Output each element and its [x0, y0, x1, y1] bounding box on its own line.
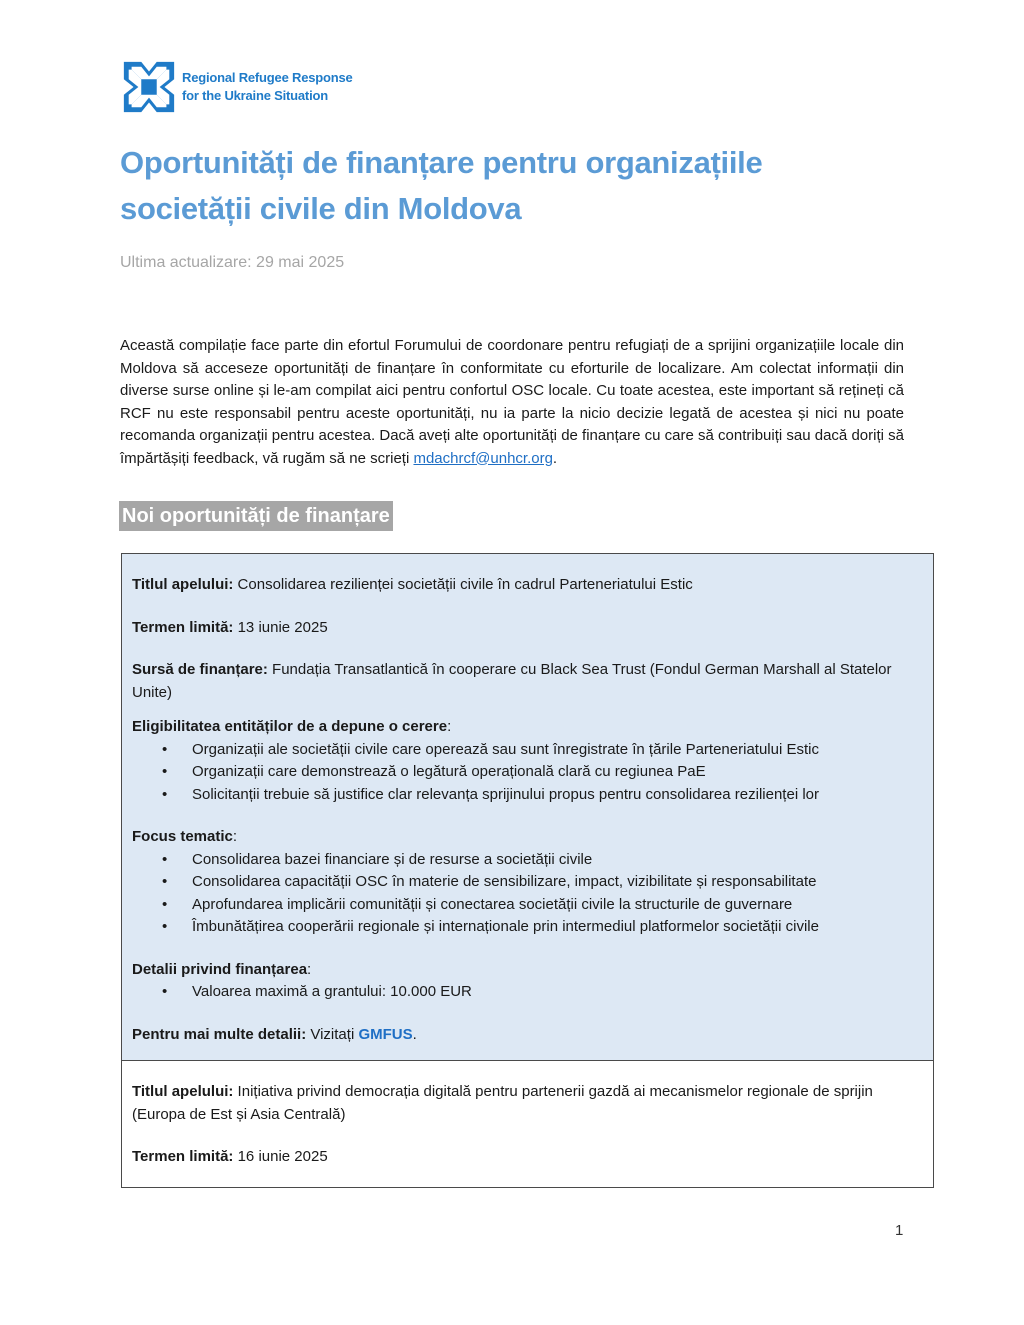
intro-paragraph [120, 335, 904, 470]
list-item [162, 916, 923, 939]
intro-end: . [552, 449, 558, 467]
list-item-text: Organizații care demonstrează o legătură operațională clară cu regiunea PaE [192, 763, 706, 780]
gmfus-link[interactable]: GMFUS [358, 1025, 413, 1043]
source-value: Fundația Transatlantică în cooperare cu Black Sea Trust (Fondul German Marshall al Statelor Unite) [132, 661, 892, 701]
deadline-field [132, 1146, 923, 1169]
deadline-value: 16 iunie 2025 [233, 1148, 328, 1165]
logo-line-1: Regional Refugee Response [182, 70, 353, 85]
funding-details-label: Detalii privind finanțarea [132, 960, 308, 978]
call-title-label: Titlul apelului: [132, 1083, 234, 1100]
colon: : [307, 960, 312, 978]
deadline-value: 13 iunie 2025 [233, 618, 328, 636]
call-title-label: Titlul apelului: [132, 576, 234, 593]
call-title-value: Inițiativa privind democrația digitală pentru partenerii gazdă ai mecanismelor regionale de sprijin (Europa de Est și Asia Centrală) [132, 1083, 873, 1123]
list-item-text: Valoarea maximă a grantului: 10.000 EUR [192, 983, 472, 1000]
list-item-text: Solicitanții trebuie să justifice clar relevanța sprijinului propus pentru consolidarea rezilienței lor [192, 785, 819, 803]
list-item [162, 739, 923, 762]
colon: : [232, 828, 238, 845]
list-item-text: Îmbunătățirea cooperării regionale și internaționale prin intermediul platformelor societății civile [192, 918, 819, 935]
bullet-icon: • [162, 983, 168, 1000]
list-item [162, 981, 923, 1004]
bullet-icon: • [162, 763, 168, 780]
contact-email-link[interactable]: mdachrcf@unhcr.org [413, 449, 553, 467]
list-item-text: Consolidarea bazei financiare și de resurse a societății civile [192, 850, 593, 868]
eligibility-list [132, 739, 923, 807]
more-details-text: Vizitați [306, 1025, 359, 1043]
page-title [120, 140, 900, 232]
deadline-label: Termen limită: [132, 1148, 234, 1165]
list-item [162, 784, 923, 807]
funding-list [132, 981, 923, 1004]
opportunities-table [121, 553, 934, 1188]
list-item [162, 894, 923, 917]
opportunity-entry [122, 1061, 933, 1187]
list-item [162, 761, 923, 784]
colon: : [447, 718, 452, 735]
intro-text: Această compilație face parte din efortul Forumului de coordonare pentru refugiați de a sprijini organizațiile locale din Moldova să acceseze oportunități de finanțare în conformitate cu eforturile de localizare. Am colectat informații din diverse surse online și le-am compilat aici pentru confortul OSC locale. Cu toate acestea, este important să rețineți că RCF nu este responsabil pentru aceste oportunități, nu ia parte la nicio decizie legată de acestea și nici nu poate recomanda organizații pentru acestea. Dacă aveți alte oportunități de finanțare cu care să contribuiți sau dacă doriți să împărtășiți feedback, vă rugăm să ne scrieți [120, 337, 904, 467]
more-details-label: Pentru mai multe detalii: [132, 1025, 307, 1043]
call-title-field [132, 574, 923, 597]
focus-label: Focus tematic [132, 828, 233, 845]
list-item-text: Organizații ale societății civile care operează sau sunt înregistrate în țările Parteneriatului Estic [192, 740, 819, 758]
more-details-end: . [412, 1025, 417, 1043]
last-updated: Ultima actualizare: 29 mai 2025 [120, 254, 345, 271]
list-item [162, 871, 923, 894]
eligibility-label: Eligibilitatea entităților de a depune o cerere [132, 718, 448, 735]
bullet-icon: • [162, 918, 168, 935]
deadline-field [132, 617, 923, 640]
opportunity-entry [122, 554, 933, 1061]
logo [120, 58, 353, 116]
page-number: 1 [895, 1222, 904, 1239]
focus-field [132, 826, 923, 939]
more-details-field [132, 1024, 923, 1047]
list-item [162, 849, 923, 872]
funding-details-field [132, 959, 923, 1004]
logo-line-2: for the Ukraine Situation [182, 88, 328, 103]
eligibility-field [132, 716, 923, 806]
bullet-icon: • [162, 740, 168, 758]
list-item-text: Consolidarea capacității OSC în materie de sensibilizare, impact, vizibilitate și responsabilitate [192, 873, 817, 890]
bullet-icon: • [162, 785, 168, 803]
call-title-field [132, 1081, 923, 1126]
title-line-1: Oportunități de finanțare pentru organizațiile [120, 145, 763, 180]
list-item-text: Aprofundarea implicării comunității și conectarea societății civile la structurile de guvernare [192, 895, 793, 913]
source-label: Sursă de finanțare: [132, 661, 268, 678]
deadline-label: Termen limită: [132, 618, 234, 636]
logo-text [182, 69, 353, 105]
source-field [132, 659, 923, 704]
rrp-x-cross-icon [120, 58, 178, 116]
title-line-2: societății civile din Moldova [120, 191, 522, 226]
bullet-icon: • [162, 895, 168, 913]
focus-list [132, 849, 923, 939]
call-title-value: Consolidarea rezilienței societății civile în cadrul Parteneriatului Estic [233, 576, 693, 593]
section-heading: Noi oportunități de finanțare [119, 501, 393, 531]
bullet-icon: • [162, 873, 168, 890]
bullet-icon: • [162, 850, 168, 868]
